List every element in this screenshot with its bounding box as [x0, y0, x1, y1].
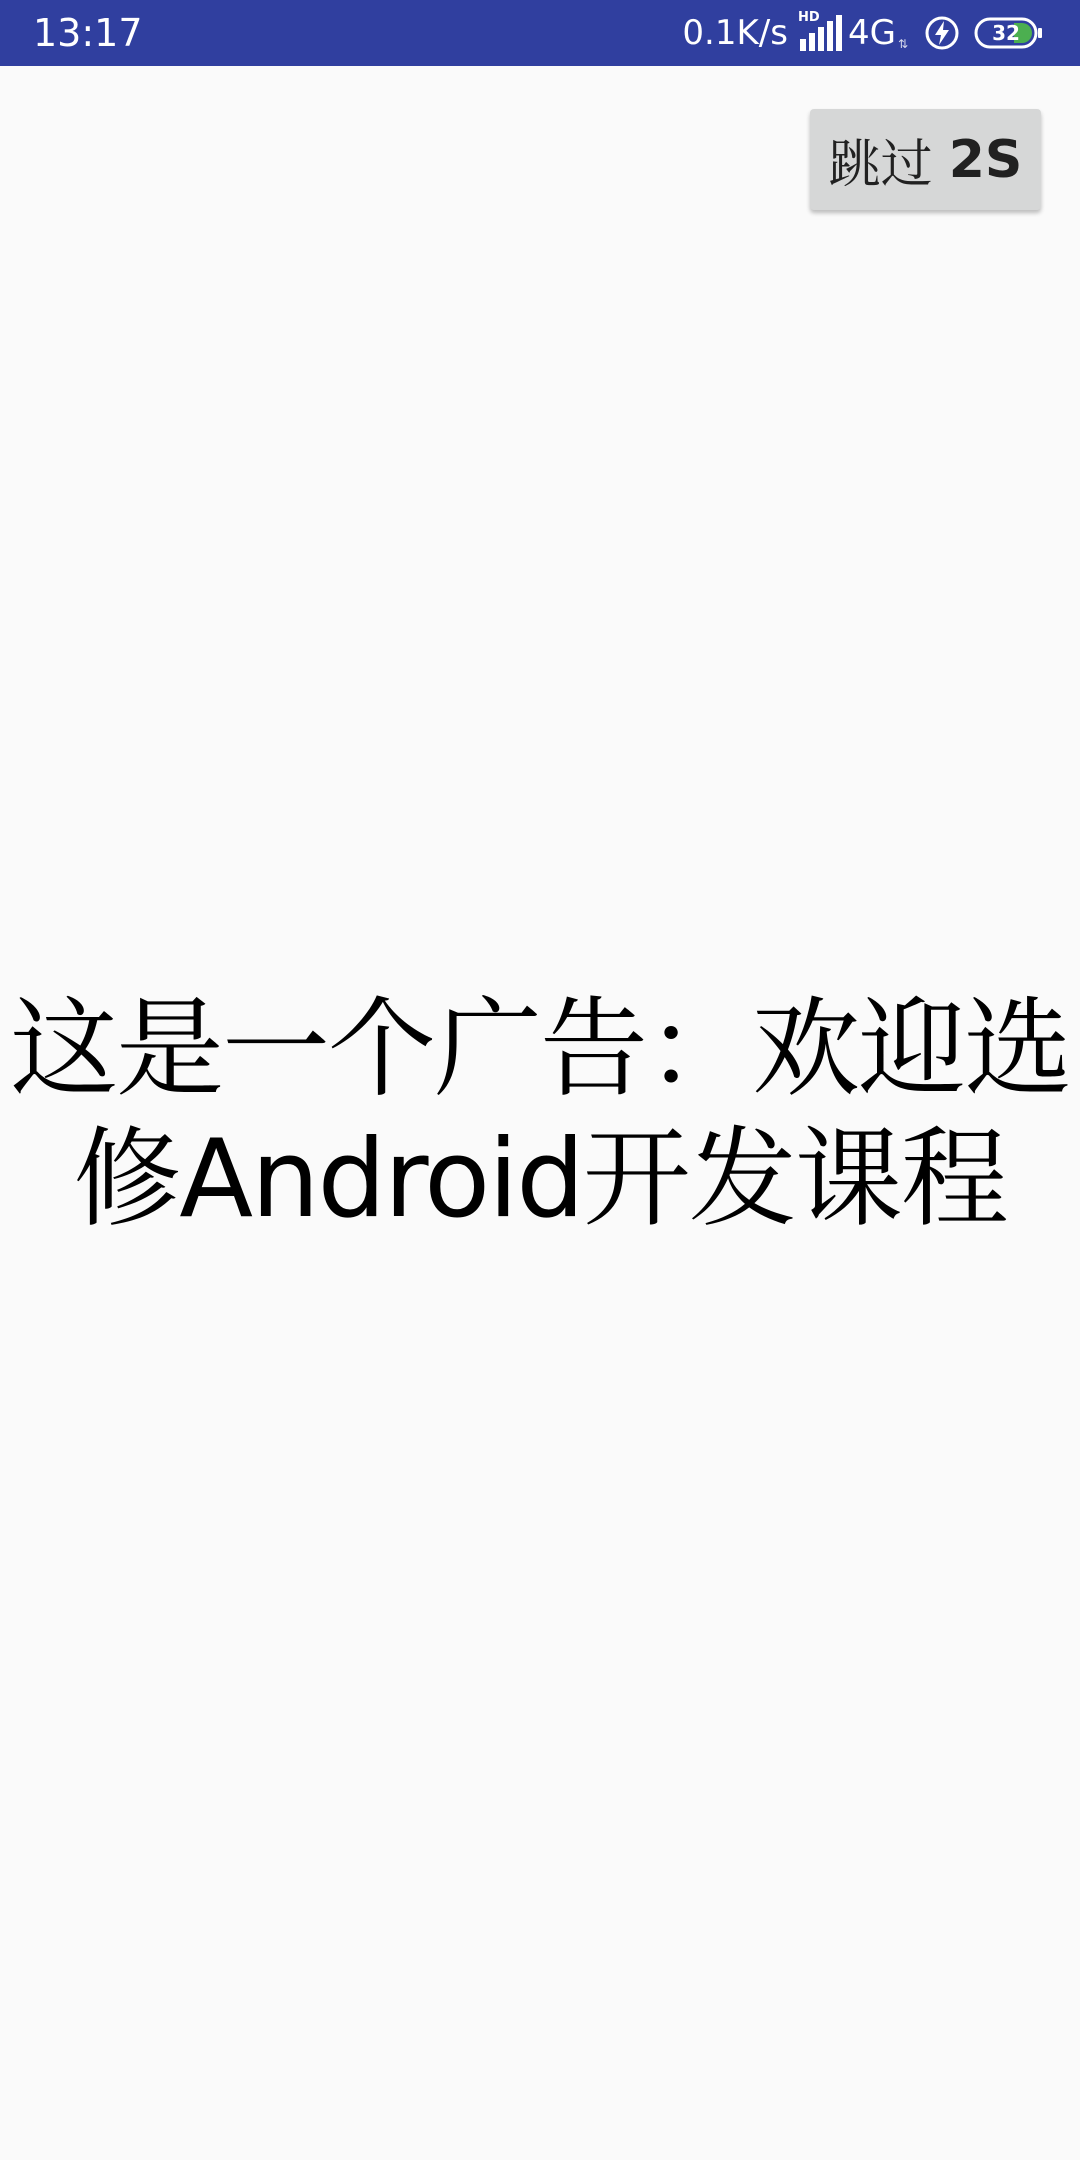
skip-countdown: 2S [948, 129, 1023, 190]
hd-label: HD [797, 10, 820, 25]
skip-label: 跳过 [828, 135, 933, 195]
status-time: 13:17 [33, 11, 143, 55]
data-activity-icon: ⇅ [897, 37, 908, 51]
status-icons [682, 8, 1044, 58]
charging-bolt-icon [924, 15, 960, 51]
status-bar [0, 0, 1080, 66]
battery-icon [974, 17, 1044, 49]
ad-text: 这是一个广告：欢迎选修Android开发课程 [9, 987, 1070, 1242]
signal-bars-icon [797, 10, 842, 53]
skip-ad-button[interactable] [810, 109, 1041, 210]
network-type: 4G [847, 13, 896, 53]
battery-level: 32 [992, 21, 1020, 45]
network-speed: 0.1K/s [682, 13, 788, 53]
